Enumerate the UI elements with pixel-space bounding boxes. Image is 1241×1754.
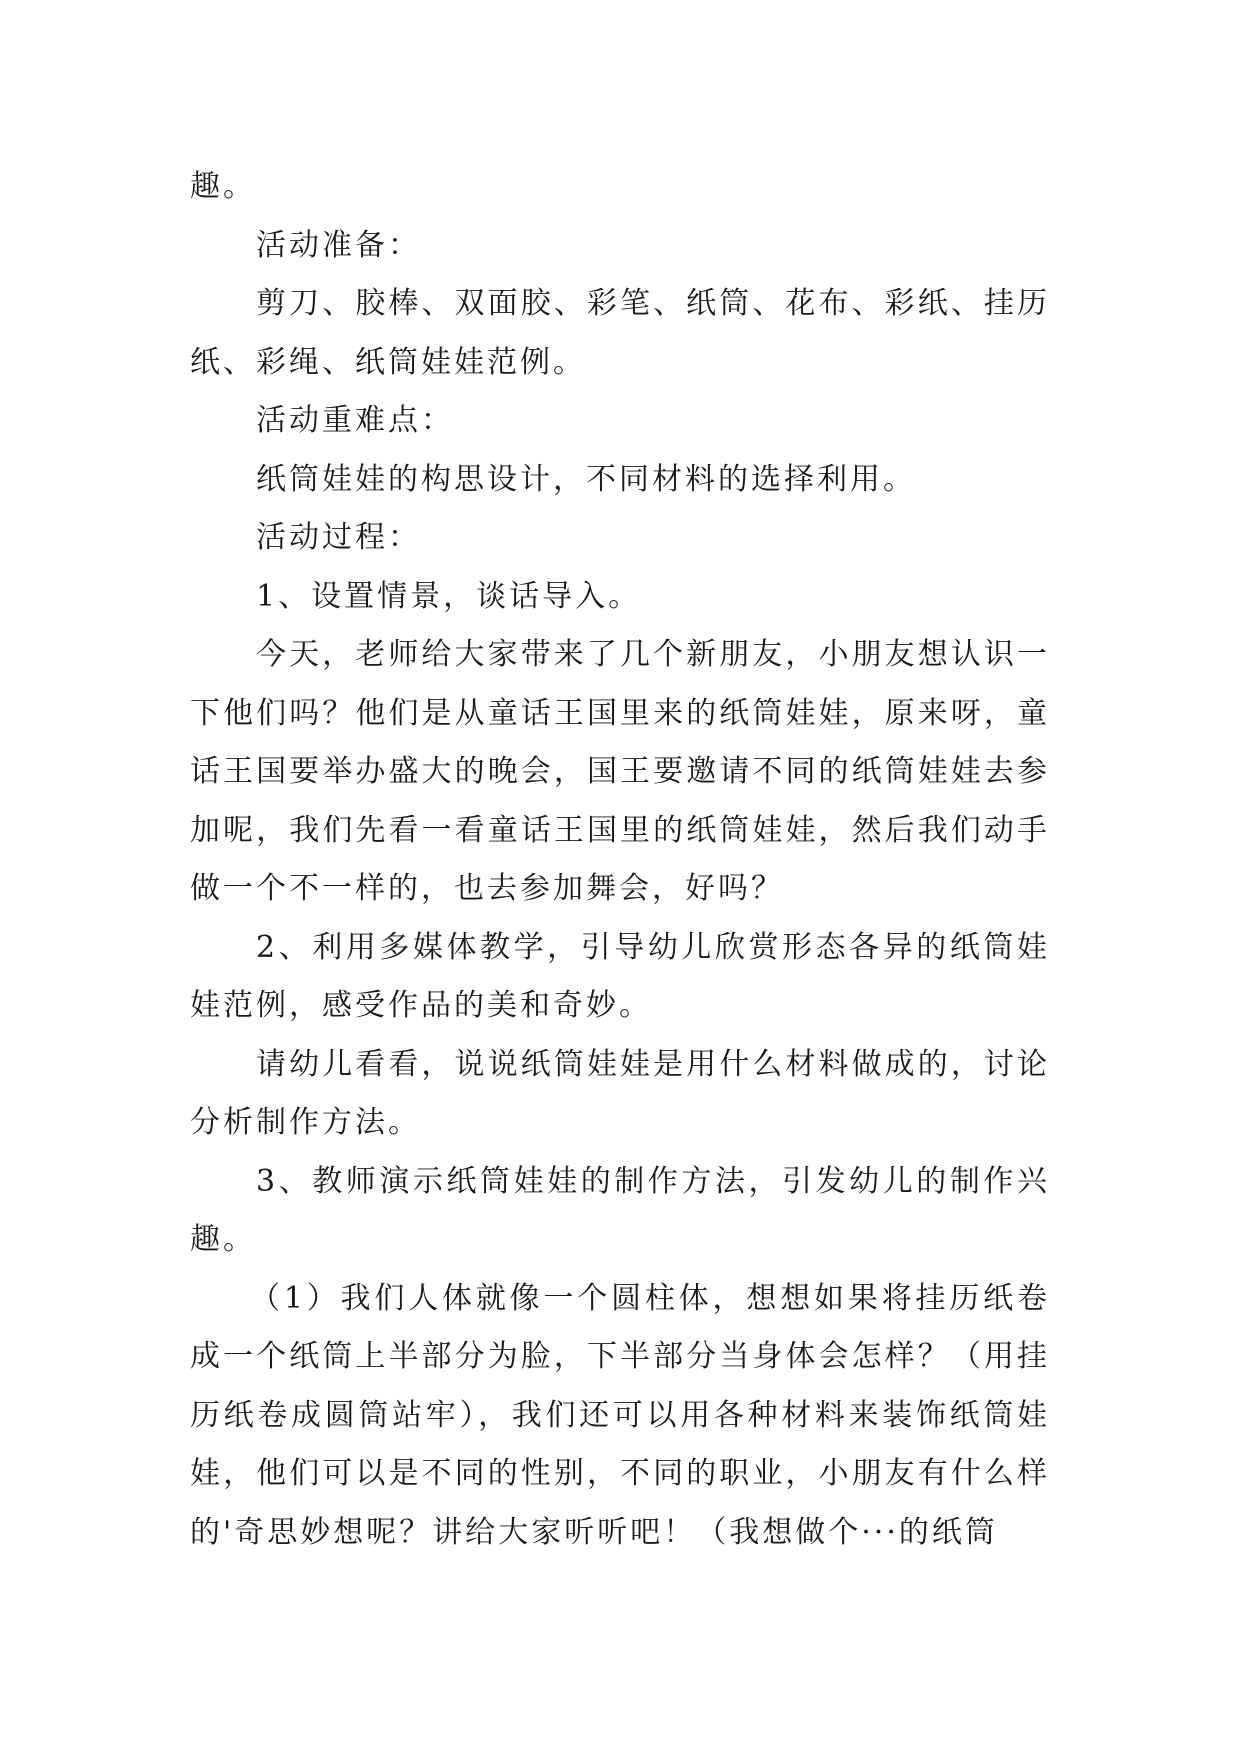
paragraph-step-3-detail: （1）我们人体就像一个圆柱体，想想如果将挂历纸卷成一个纸筒上半部分为脸，下半部分当身体会怎样？（用挂历纸卷成圆筒站牢），我们还可以用各种材料来装饰纸筒娃娃，他们可以是不同的性别，不同的职业，小朋友有什么样的'奇思妙想呢？讲给大家听听吧！（我想做个···的纸筒	[190, 1280, 1050, 1550]
paragraph-step-3: 3、教师演示纸筒娃娃的制作方法，引发幼儿的制作兴趣。	[190, 1163, 1050, 1257]
paragraph-key-points: 纸筒娃娃的构思设计，不同材料的选择利用。	[256, 461, 916, 497]
heading-activity-process: 活动过程：	[256, 520, 421, 555]
paragraph-materials: 剪刀、胶棒、双面胶、彩笔、纸筒、花布、彩纸、挂历纸、彩绳、纸筒娃娃范例。	[190, 286, 1050, 380]
paragraph-step-2-detail: 请幼儿看看，说说纸筒娃娃是用什么材料做成的，讨论分析制作方法。	[190, 1046, 1050, 1140]
heading-activity-preparation: 活动准备：	[256, 227, 421, 263]
heading-key-points: 活动重难点：	[256, 403, 454, 438]
paragraph-step-1-detail: 今天，老师给大家带来了几个新朋友，小朋友想认识一下他们吗？他们是从童话王国里来的纸筒娃娃，原来呀，童话王国要举办盛大的晚会，国王要邀请不同的纸筒娃娃去参加呢，我们先看一看童话王国里的纸筒娃娃，然后我们动手做一个不一样的，也去参加舞会，好吗？	[190, 637, 1050, 906]
paragraph-step-2: 2、利用多媒体教学，引导幼儿欣赏形态各异的纸筒娃娃范例，感受作品的美和奇妙。	[190, 929, 1050, 1023]
document-body	[190, 158, 1050, 1562]
paragraph-continuation: 趣。	[190, 169, 256, 204]
paragraph-step-1: 1、设置情景，谈话导入。	[256, 578, 642, 614]
